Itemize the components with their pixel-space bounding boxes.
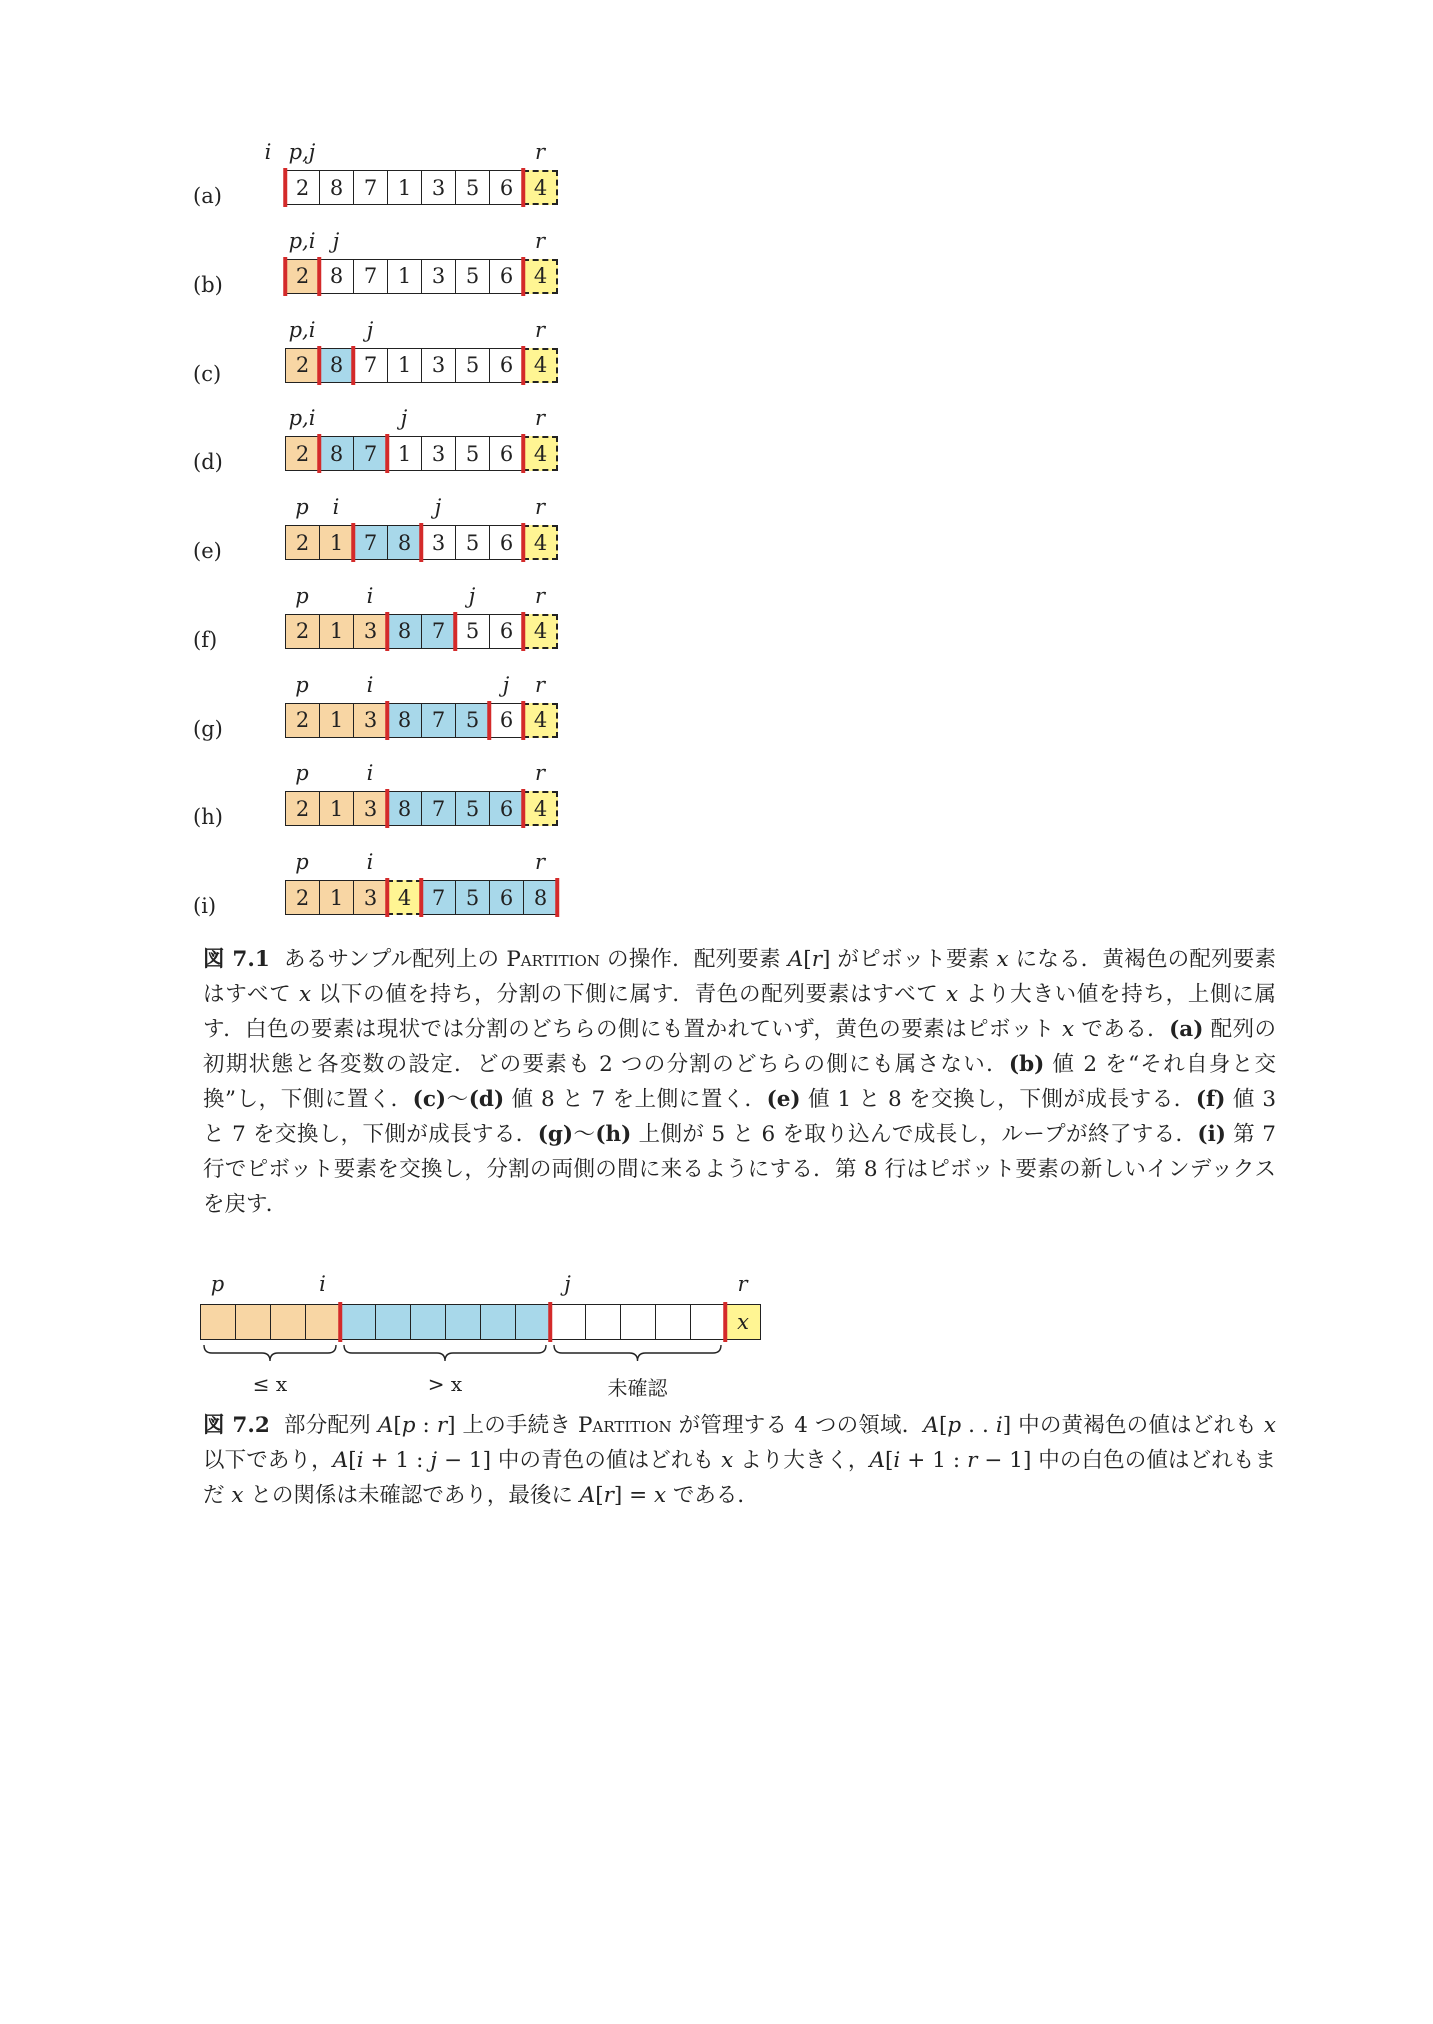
partition-step-row xyxy=(0,136,1433,216)
caption-segment: 値 3 と 7 を交換し，下側が成長する． xyxy=(203,1087,1276,1147)
partition-boundary-bar xyxy=(385,701,389,740)
array-cell xyxy=(620,1304,656,1340)
caption-segment: x xyxy=(1263,1413,1277,1438)
partition-boundary-bar xyxy=(317,346,321,385)
figure-7-2-caption-text xyxy=(203,1413,1276,1508)
array-cell: 1 xyxy=(319,791,354,826)
array-cell xyxy=(235,1304,271,1340)
pivot-cell: 4 xyxy=(523,436,558,471)
caption-segment: x xyxy=(1061,1017,1075,1042)
array-cell: 1 xyxy=(319,880,354,915)
array-cell: 7 xyxy=(421,880,456,915)
array-cell: 8 xyxy=(387,614,422,649)
array-cell: 7 xyxy=(353,170,388,205)
array-cell: 6 xyxy=(489,614,524,649)
caption-segment: [ xyxy=(348,1448,357,1473)
caption-segment: A xyxy=(869,1448,886,1473)
index-pointer-label: r xyxy=(534,228,546,253)
index-pointer-label: i xyxy=(332,495,340,519)
partition-step-row xyxy=(0,225,1433,305)
caption-segment: 値 1 と 8 を交換し，下側が成長する． xyxy=(800,1087,1196,1112)
partition-step-row xyxy=(0,314,1433,394)
array-cell: 5 xyxy=(455,170,490,205)
partition-boundary-bar xyxy=(521,434,525,473)
caption-segment: 〜 xyxy=(573,1122,596,1147)
caption-segment: Partition xyxy=(506,947,600,972)
caption-segment: (c) xyxy=(412,1087,447,1112)
figure-7-1-label: 図 7.1 xyxy=(203,947,270,972)
partition-boundary-bar xyxy=(317,257,321,296)
array-cell: 2 xyxy=(285,791,320,826)
index-pointer-label: p xyxy=(295,850,309,874)
array-cell: 7 xyxy=(353,259,388,294)
index-pointer-label: i xyxy=(366,761,374,786)
array-cell: 6 xyxy=(489,880,524,915)
index-pointer-label: p,i xyxy=(288,228,316,253)
array-cell: 3 xyxy=(421,436,456,471)
caption-segment: r xyxy=(436,1413,448,1438)
array-cell xyxy=(375,1304,411,1340)
partition-boundary-bar xyxy=(487,701,491,740)
partition-boundary-bar xyxy=(338,1302,342,1342)
caption-segment: ] 中の黄褐色の値はどれも xyxy=(1002,1413,1264,1438)
partition-boundary-bar xyxy=(419,523,423,562)
caption-segment: 第 7 行でピボット要素を交換し，分割の両側の間に来るようにする．第 8 行はピボット要素の新しいインデックスを戻す． xyxy=(203,1122,1276,1217)
index-pointer-label: p,j xyxy=(288,140,316,164)
pivot-cell: 4 xyxy=(523,170,558,205)
array-cell: 2 xyxy=(285,525,320,560)
index-pointer-label: j xyxy=(366,317,374,342)
array-cell: 3 xyxy=(353,614,388,649)
caption-segment: ] 上の手続き xyxy=(447,1413,579,1438)
array-cell: 3 xyxy=(421,348,456,383)
array-cell: 1 xyxy=(387,348,422,383)
array-cell xyxy=(340,1304,376,1340)
caption-segment: が管理する 4 つの領域． xyxy=(671,1413,924,1438)
step-label: (f) xyxy=(193,627,218,652)
array-cell: 7 xyxy=(353,436,388,471)
caption-segment: (d) xyxy=(468,1087,505,1112)
figure-7-2-caption xyxy=(203,1408,1276,1513)
region-brace xyxy=(343,1344,547,1366)
array-cell: 1 xyxy=(319,703,354,738)
array-cell: 6 xyxy=(489,703,524,738)
partition-step-row xyxy=(0,846,1433,926)
caption-segment: : xyxy=(415,1413,437,1438)
figure-7-1-caption-text xyxy=(203,947,1276,1217)
partition-boundary-bar xyxy=(521,612,525,651)
caption-segment: + 1 : xyxy=(363,1448,431,1473)
index-pointer-label: j xyxy=(434,495,442,519)
index-pointer-label: i xyxy=(319,1272,326,1296)
index-pointer-label: r xyxy=(534,317,546,342)
index-pointer-label: i xyxy=(366,672,374,697)
caption-segment: x xyxy=(298,982,312,1007)
array-cell xyxy=(445,1304,481,1340)
partition-step-row xyxy=(0,580,1433,660)
array-cell xyxy=(480,1304,516,1340)
array-cells xyxy=(285,703,558,738)
index-pointer-label: r xyxy=(737,1272,748,1296)
array-cell: 5 xyxy=(455,703,490,738)
caption-segment: x xyxy=(653,1483,667,1508)
array-cells xyxy=(285,348,558,383)
index-pointer-label: p xyxy=(295,495,309,519)
array-cell: 1 xyxy=(319,614,354,649)
caption-segment: [ xyxy=(595,1483,604,1508)
caption-segment: より大きく， xyxy=(733,1448,870,1473)
partition-boundary-bar xyxy=(521,257,525,296)
array-cell: 3 xyxy=(353,880,388,915)
array-cell: 6 xyxy=(489,791,524,826)
array-cell: 7 xyxy=(353,525,388,560)
array-cell: 2 xyxy=(285,436,320,471)
caption-segment: A xyxy=(377,1413,394,1438)
caption-segment: 以下であり， xyxy=(203,1448,333,1473)
caption-segment: (a) xyxy=(1169,1017,1204,1042)
array-cell: 8 xyxy=(523,880,558,915)
partition-boundary-bar xyxy=(283,257,287,296)
step-label: (g) xyxy=(193,716,223,741)
caption-segment: A xyxy=(332,1448,349,1473)
caption-segment: になる．黄褐色の配列要素はすべて xyxy=(203,947,1277,1007)
index-pointer-label: j xyxy=(564,1272,571,1296)
index-pointer-label: i xyxy=(366,583,374,608)
array-cell xyxy=(410,1304,446,1340)
caption-segment: ] がピボット要素 xyxy=(821,947,997,972)
caption-segment: あるサンプル配列上の xyxy=(283,947,507,972)
array-cell xyxy=(515,1304,551,1340)
caption-segment: x xyxy=(231,1483,244,1508)
pivot-cell: 4 xyxy=(523,348,558,383)
array-cell: 7 xyxy=(421,703,456,738)
caption-segment: p xyxy=(947,1413,962,1438)
partition-boundary-bar xyxy=(521,346,525,385)
partition-boundary-bar xyxy=(351,523,355,562)
partition-boundary-bar xyxy=(521,789,525,828)
array-cell: 1 xyxy=(387,170,422,205)
array-cell: 2 xyxy=(285,348,320,383)
array-cell xyxy=(690,1304,726,1340)
array-cell: 3 xyxy=(421,525,456,560)
caption-segment: + 1 : xyxy=(900,1448,968,1473)
array-cell: 5 xyxy=(455,348,490,383)
array-cell: 1 xyxy=(387,436,422,471)
partition-boundary-bar xyxy=(521,701,525,740)
caption-segment: 部分配列 xyxy=(283,1413,378,1438)
partition-step-row xyxy=(0,669,1433,749)
caption-segment: 〜 xyxy=(446,1087,469,1112)
index-pointer-label: p,i xyxy=(288,317,316,342)
index-pointer-label: r xyxy=(534,672,546,697)
array-cell: 2 xyxy=(285,259,320,294)
caption-segment: 値 2 を“それ自身と交換”し，下側に置く． xyxy=(203,1052,1276,1112)
array-cell: 2 xyxy=(285,170,320,205)
array-cell: 8 xyxy=(387,791,422,826)
caption-segment: . . xyxy=(961,1413,996,1438)
pivot-cell: 4 xyxy=(523,259,558,294)
caption-segment: 値 8 と 7 を上側に置く． xyxy=(504,1087,767,1112)
array-cell: 6 xyxy=(489,170,524,205)
caption-segment: (i) xyxy=(1197,1122,1226,1147)
array-cells xyxy=(285,614,558,649)
caption-segment: である． xyxy=(1074,1017,1170,1042)
array-cell: 5 xyxy=(455,791,490,826)
step-label: (h) xyxy=(193,805,223,830)
array-cells xyxy=(285,259,558,294)
step-label: (c) xyxy=(193,361,222,386)
caption-segment: x xyxy=(996,947,1009,972)
array-cell: 5 xyxy=(455,259,490,294)
partition-boundary-bar xyxy=(521,523,525,562)
caption-segment: − 1] 中の白色の値はどれもまだ xyxy=(203,1448,1276,1508)
array-cell: 3 xyxy=(353,703,388,738)
array-cell: 8 xyxy=(387,525,422,560)
array-cell: 3 xyxy=(421,259,456,294)
index-pointer-label: p xyxy=(295,583,309,608)
index-pointer-label: p xyxy=(295,672,309,697)
caption-segment: i xyxy=(995,1413,1003,1438)
array-cells xyxy=(285,436,558,471)
caption-segment: (h) xyxy=(595,1122,632,1147)
array-cell xyxy=(655,1304,691,1340)
pivot-cell: 4 xyxy=(523,703,558,738)
index-pointer-label: r xyxy=(534,583,546,608)
region-label: 未確認 xyxy=(607,1376,668,1400)
caption-segment: ] = xyxy=(613,1483,654,1508)
caption-segment: (e) xyxy=(766,1087,801,1112)
index-pointer-label: i xyxy=(264,140,272,164)
caption-segment: 以下の値を持ち，分割の下側に属す．青色の配列要素はすべて xyxy=(311,982,947,1007)
array-cell: 8 xyxy=(387,703,422,738)
caption-segment: x xyxy=(721,1448,734,1473)
index-pointer-label: j xyxy=(400,406,408,431)
step-label: (e) xyxy=(193,539,222,563)
index-pointer-label: j xyxy=(502,672,510,697)
caption-segment: である． xyxy=(666,1483,759,1508)
pivot-cell: x xyxy=(725,1304,761,1340)
partition-boundary-bar xyxy=(351,346,355,385)
step-label: (b) xyxy=(193,272,223,297)
array-cell: 6 xyxy=(489,348,524,383)
array-cell: 1 xyxy=(387,259,422,294)
index-pointer-label: r xyxy=(534,495,546,519)
pivot-cell: 4 xyxy=(523,525,558,560)
caption-segment: との関係は未確認であり，最後に xyxy=(243,1483,580,1508)
caption-segment: A xyxy=(923,1413,939,1438)
array-cell xyxy=(305,1304,341,1340)
array-cells xyxy=(285,170,558,205)
array-cell: 5 xyxy=(455,436,490,471)
caption-segment: [ xyxy=(938,1413,948,1438)
partition-boundary-bar xyxy=(521,168,525,207)
caption-segment: r xyxy=(967,1448,978,1473)
caption-segment: [ xyxy=(803,947,812,972)
partition-boundary-bar xyxy=(548,1302,552,1342)
figure-7-2-label: 図 7.2 xyxy=(203,1413,270,1438)
partition-boundary-bar xyxy=(317,434,321,473)
caption-segment: A xyxy=(579,1483,596,1508)
index-pointer-label: r xyxy=(534,406,546,431)
caption-segment: より大きい値を持ち，上側に属す．白色の要素は現状では分割のどちらの側にも置かれていず，黄色の要素はピボット xyxy=(203,982,1277,1042)
index-pointer-label: i xyxy=(366,850,374,874)
array-cell: 2 xyxy=(285,880,320,915)
array-cell: 7 xyxy=(353,348,388,383)
step-label: (d) xyxy=(193,450,223,475)
index-pointer-label: r xyxy=(534,140,546,164)
partition-boundary-bar xyxy=(385,612,389,651)
region-brace xyxy=(203,1344,337,1366)
regions-array xyxy=(200,1304,761,1340)
array-cell: 2 xyxy=(285,703,320,738)
caption-segment: i xyxy=(893,1448,901,1473)
step-label: (i) xyxy=(193,894,217,918)
caption-segment: [ xyxy=(885,1448,894,1473)
pivot-cell: 4 xyxy=(387,880,422,915)
array-cell: 5 xyxy=(455,614,490,649)
pivot-cell: 4 xyxy=(523,614,558,649)
caption-segment: − 1] 中の青色の値はどれも xyxy=(436,1448,722,1473)
partition-step-row xyxy=(0,402,1433,482)
array-cell: 3 xyxy=(421,170,456,205)
array-cell: 5 xyxy=(455,880,490,915)
partition-boundary-bar xyxy=(555,878,559,917)
caption-segment: i xyxy=(356,1448,364,1473)
partition-boundary-bar xyxy=(453,612,457,651)
array-cell: 8 xyxy=(319,259,354,294)
partition-step-row xyxy=(0,757,1433,837)
caption-segment: 配列の初期状態と各変数の設定．どの要素も 2 つの分割のどちらの側にも属さない． xyxy=(203,1017,1276,1077)
partition-boundary-bar xyxy=(385,434,389,473)
caption-segment: [ xyxy=(393,1413,402,1438)
caption-segment: r xyxy=(603,1483,614,1508)
array-cell: 7 xyxy=(421,791,456,826)
array-cell: 8 xyxy=(319,170,354,205)
array-cell: 6 xyxy=(489,436,524,471)
caption-segment: の操作．配列要素 xyxy=(599,947,788,972)
array-cell: 8 xyxy=(319,436,354,471)
index-pointer-label: j xyxy=(332,228,340,253)
array-cell: 2 xyxy=(285,614,320,649)
array-cell xyxy=(200,1304,236,1340)
array-cell: 3 xyxy=(353,791,388,826)
index-pointer-label: p xyxy=(210,1272,225,1296)
caption-segment: r xyxy=(811,947,822,972)
partition-boundary-bar xyxy=(385,878,389,917)
caption-segment: 上側が 5 と 6 を取り込んで成長し，ループが終了する． xyxy=(631,1122,1198,1147)
region-brace xyxy=(553,1344,722,1366)
array-cell: 7 xyxy=(421,614,456,649)
array-cell: 6 xyxy=(489,525,524,560)
index-pointer-label: r xyxy=(534,761,546,786)
array-cell xyxy=(585,1304,621,1340)
pivot-cell: 4 xyxy=(523,791,558,826)
array-cell: 8 xyxy=(319,348,354,383)
caption-segment: j xyxy=(430,1448,437,1473)
partition-boundary-bar xyxy=(385,789,389,828)
partition-step-row xyxy=(0,491,1433,571)
partition-regions-figure xyxy=(0,1270,1433,1400)
caption-segment: Partition xyxy=(578,1413,672,1438)
index-pointer-label: p,i xyxy=(288,406,316,431)
caption-segment: (f) xyxy=(1195,1087,1226,1112)
caption-segment: (b) xyxy=(1008,1052,1045,1077)
index-pointer-label: j xyxy=(468,583,476,608)
array-cell xyxy=(270,1304,306,1340)
array-cell xyxy=(550,1304,586,1340)
array-cell: 6 xyxy=(489,259,524,294)
index-pointer-label: p xyxy=(295,761,309,786)
figure-7-1-caption xyxy=(203,942,1276,1222)
array-cell: 1 xyxy=(319,525,354,560)
region-label: > x xyxy=(427,1372,463,1396)
array-cells xyxy=(285,791,558,826)
array-cell: 5 xyxy=(455,525,490,560)
caption-segment: A xyxy=(787,947,804,972)
index-pointer-label: r xyxy=(534,850,546,874)
caption-segment: x xyxy=(946,982,959,1007)
partition-boundary-bar xyxy=(723,1302,727,1342)
caption-segment: p xyxy=(401,1413,416,1438)
region-label: ≤ x xyxy=(252,1372,288,1396)
step-label: (a) xyxy=(193,184,222,208)
partition-boundary-bar xyxy=(283,168,287,207)
caption-segment: (g) xyxy=(537,1122,574,1147)
partition-boundary-bar xyxy=(419,878,423,917)
